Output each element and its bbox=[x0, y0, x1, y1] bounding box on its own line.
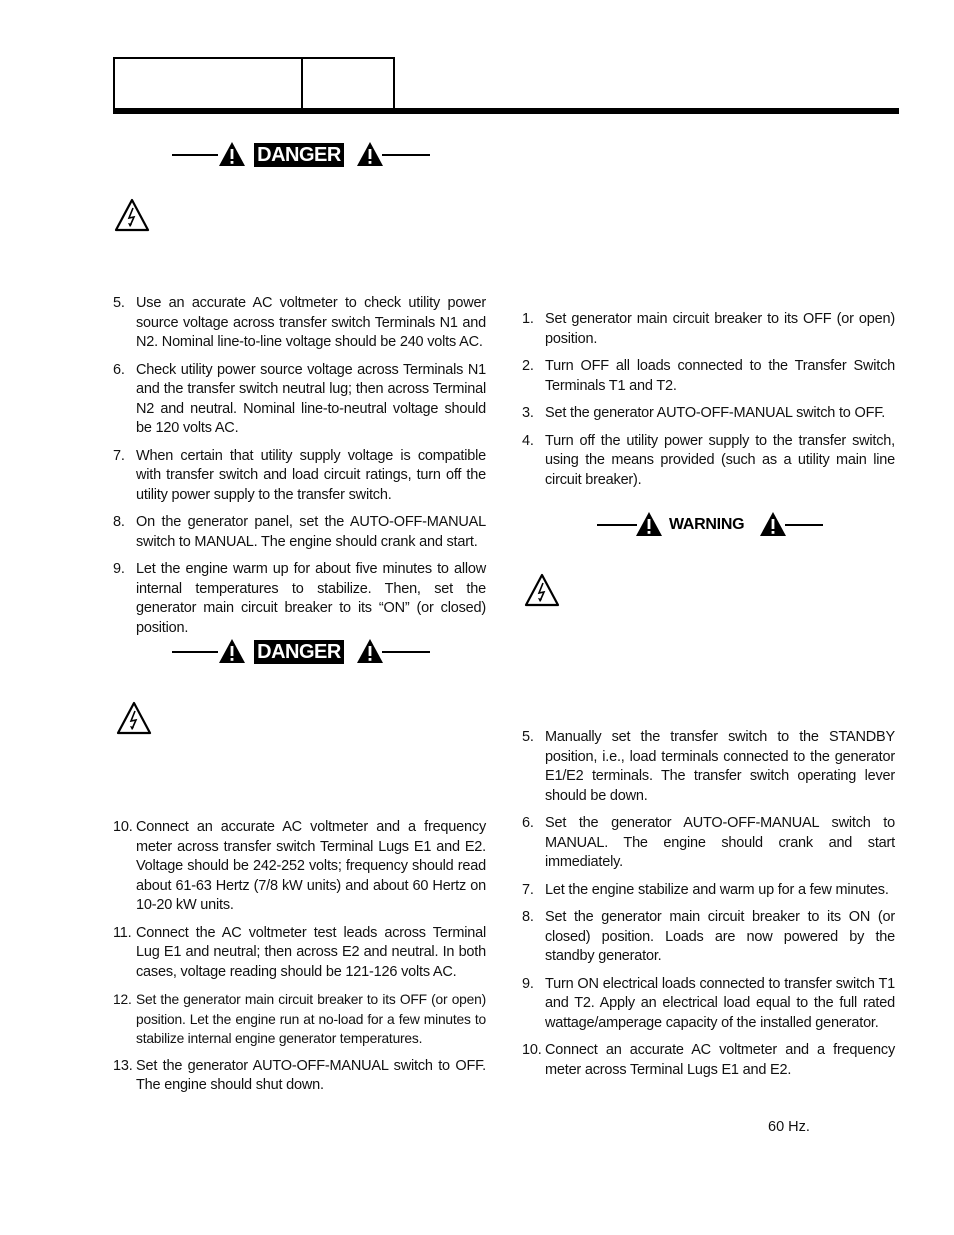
step-number: 7. bbox=[113, 447, 125, 464]
electric-shock-icon bbox=[524, 573, 560, 607]
step-text: Let the engine warm up for about five minutes to allow internal temperatures to stabilize. Then, set the generator main circuit breaker to its “ON” (or closed) position. bbox=[136, 561, 486, 636]
exclamation-triangle-icon bbox=[356, 638, 384, 664]
step-text: Set the generator AUTO-OFF-MANUAL switch to MANUAL. The engine should crank and start immediately. bbox=[545, 815, 895, 870]
list-item bbox=[113, 1057, 486, 1096]
header-box-left bbox=[113, 57, 303, 110]
exclamation-triangle-icon bbox=[759, 511, 787, 537]
list-item bbox=[522, 881, 895, 901]
step-text: Use an accurate AC voltmeter to check utility power source voltage across transfer switch Terminals N1 and N2. Nominal line-to-line voltage should be 240 volts AC. bbox=[136, 295, 486, 350]
step-number: 1. bbox=[522, 311, 534, 327]
step-text: Set the generator main circuit breaker to its OFF (or open) position. Let the engine run at no-load for a few minutes to stabilize internal engine generator temperatures. bbox=[136, 992, 486, 1046]
list-item bbox=[522, 310, 895, 349]
list-item bbox=[113, 513, 486, 552]
step-number: 8. bbox=[522, 909, 534, 925]
electric-shock-icon bbox=[114, 198, 150, 232]
header-rule bbox=[113, 108, 899, 114]
step-number: 8. bbox=[113, 514, 125, 530]
step-number: 3. bbox=[522, 405, 534, 421]
exclamation-triangle-icon bbox=[218, 638, 246, 664]
step-number: 5. bbox=[522, 729, 534, 745]
left-steps-5-9 bbox=[113, 294, 486, 646]
banner-rule-left bbox=[172, 651, 218, 653]
step-number: 13. bbox=[113, 1057, 133, 1074]
step-number: 10. bbox=[522, 1042, 542, 1058]
list-item bbox=[113, 990, 486, 1049]
list-item bbox=[113, 361, 486, 439]
step-number: 6. bbox=[522, 815, 534, 831]
list-item bbox=[113, 294, 486, 353]
step-number: 4. bbox=[522, 432, 534, 449]
list-item bbox=[522, 975, 895, 1034]
list-item bbox=[522, 814, 895, 873]
step-number: 10. bbox=[113, 819, 133, 835]
list-item bbox=[113, 560, 486, 638]
list-item bbox=[522, 728, 895, 806]
step-number: 7. bbox=[522, 881, 534, 898]
step-number: 5. bbox=[113, 295, 125, 311]
step-number: 9. bbox=[522, 975, 534, 992]
header-box-middle bbox=[301, 57, 395, 110]
banner-rule-right bbox=[382, 651, 430, 653]
banner-rule-left bbox=[172, 154, 218, 156]
step-text: Set the generator AUTO-OFF-MANUAL switch to OFF. bbox=[545, 405, 886, 421]
step-text: Set the generator AUTO-OFF-MANUAL switch to OFF. The engine should shut down. bbox=[136, 1057, 486, 1093]
danger-label: DANGER bbox=[254, 640, 344, 664]
step-number: 11. bbox=[113, 924, 132, 941]
list-item bbox=[113, 818, 486, 916]
electric-shock-icon bbox=[116, 701, 152, 735]
warning-label: WARNING bbox=[669, 516, 745, 533]
list-item bbox=[522, 404, 895, 424]
step-number: 12. bbox=[113, 992, 132, 1007]
step-text: Turn ON electrical loads connected to transfer switch T1 and T2. Apply an electrical load equal to the full rated wattage/amperage capacity of the installed generator. bbox=[545, 975, 895, 1031]
exclamation-triangle-icon bbox=[218, 141, 246, 167]
right-steps-1-4 bbox=[522, 310, 895, 498]
left-steps-10-13 bbox=[113, 818, 486, 1104]
list-item bbox=[522, 908, 895, 967]
step-text: Let the engine stabilize and warm up for a few minutes. bbox=[545, 881, 889, 898]
warning-banner bbox=[597, 511, 823, 539]
exclamation-triangle-icon bbox=[635, 511, 663, 537]
step-text: Check utility power source voltage across Terminals N1 and the transfer switch neutral lug; then across Terminal N2 and neutral. Nominal line-to-neutral voltage should be 120 volts AC. bbox=[136, 361, 486, 436]
step-text: Connect an accurate AC voltmeter and a frequency meter across Terminal Lugs E1 and E2. bbox=[545, 1042, 895, 1078]
banner-rule-right bbox=[382, 154, 430, 156]
banner-rule-right bbox=[785, 524, 823, 526]
list-item bbox=[522, 357, 895, 396]
list-item bbox=[522, 1041, 895, 1080]
step-text: When certain that utility supply voltage is compatible with transfer switch and load circuit ratings, turn off the utility power supply to the transfer switch. bbox=[136, 447, 486, 503]
list-item bbox=[113, 924, 486, 983]
step-text: Connect an accurate AC voltmeter and a frequency meter across transfer switch Terminal Lugs E1 and E2. Voltage should be 242-252 volts; frequency should read about 61-63 Hertz (7/8 kW units) and about 60 Hertz on 10-20 kW units. bbox=[136, 819, 486, 913]
step-text: Set the generator main circuit breaker to its ON (or closed) position. Loads are now powered by the standby generator. bbox=[545, 909, 895, 964]
right-steps-5-10 bbox=[522, 728, 895, 1088]
step-number: 9. bbox=[113, 561, 125, 577]
frequency-note: 60 Hz. bbox=[768, 1119, 810, 1135]
step-text: Manually set the transfer switch to the STANDBY position, i.e., load terminals connected to the generator E1/E2 terminals. The transfer switch operating lever should be down. bbox=[545, 729, 895, 804]
list-item bbox=[113, 447, 486, 506]
step-text: Connect the AC voltmeter test leads across Terminal Lug E1 and neutral; then across E2 and neutral. In both cases, voltage reading should be 121-126 volts AC. bbox=[136, 924, 486, 980]
danger-banner-middle bbox=[172, 638, 430, 666]
step-text: Set generator main circuit breaker to its OFF (or open) position. bbox=[545, 311, 895, 347]
step-number: 2. bbox=[522, 358, 534, 374]
danger-banner-top bbox=[172, 141, 430, 169]
list-item bbox=[522, 432, 895, 491]
danger-label: DANGER bbox=[254, 143, 344, 167]
banner-rule-left bbox=[597, 524, 637, 526]
step-text: Turn OFF all loads connected to the Transfer Switch Terminals T1 and T2. bbox=[545, 358, 895, 394]
step-text: On the generator panel, set the AUTO-OFF-MANUAL switch to MANUAL. The engine should crank and start. bbox=[136, 514, 486, 550]
exclamation-triangle-icon bbox=[356, 141, 384, 167]
step-number: 6. bbox=[113, 361, 125, 378]
step-text: Turn off the utility power supply to the transfer switch, using the means provided (such as a utility main line circuit breaker). bbox=[545, 432, 895, 488]
